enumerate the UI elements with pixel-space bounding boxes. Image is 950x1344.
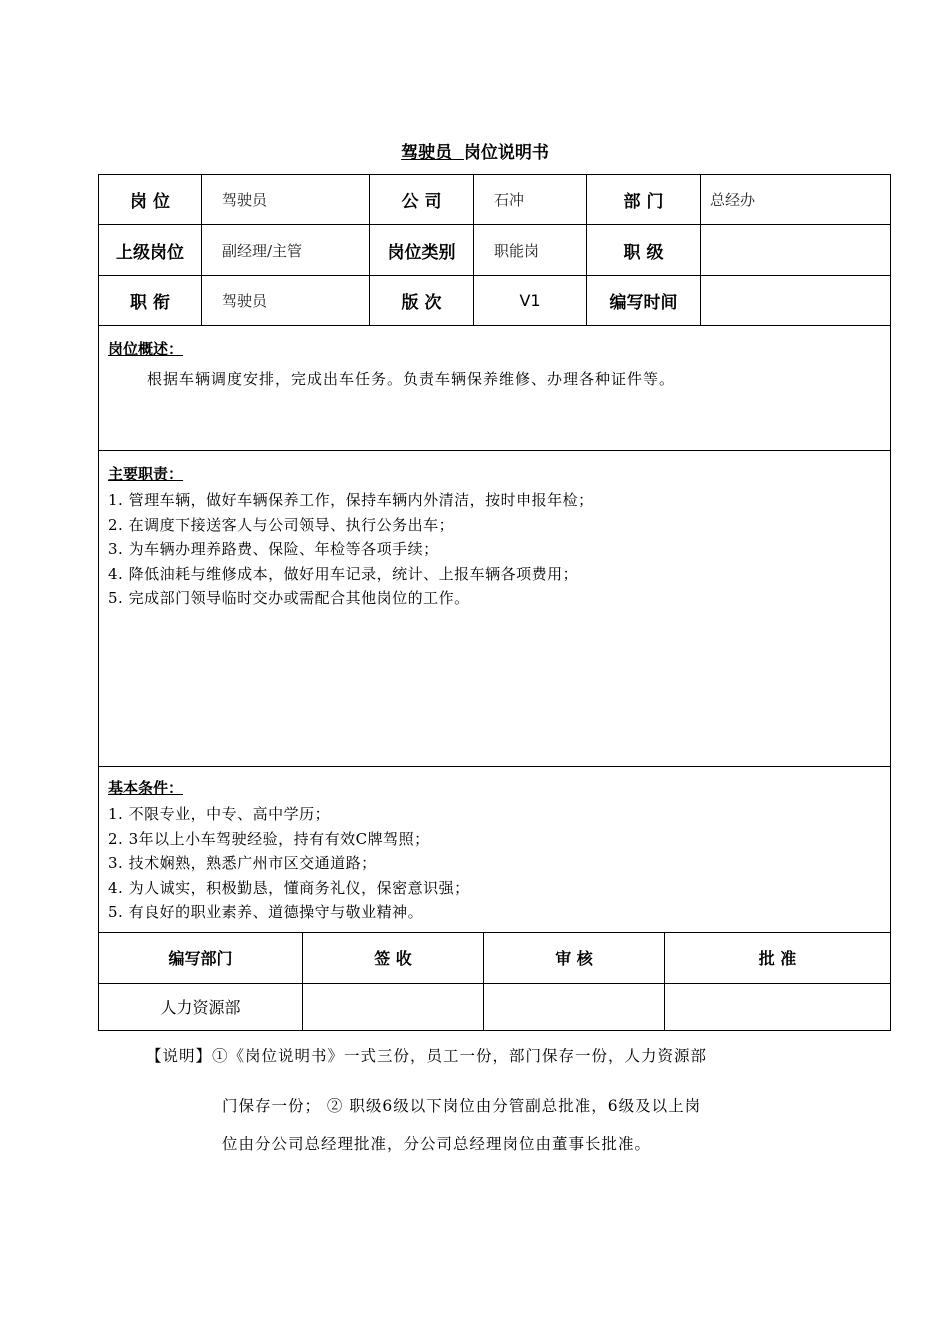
- post-category-label: 岗位类别: [370, 225, 474, 276]
- approval-value-row: [99, 983, 891, 1030]
- info-row-2: [99, 225, 891, 276]
- superior-post-label: 上级岗位: [99, 225, 202, 276]
- requirements-list: [108, 802, 881, 925]
- post-value: 驾驶员: [202, 175, 370, 225]
- job-description-sheet: [98, 174, 890, 1031]
- version-value: V1: [474, 276, 587, 326]
- company-label: 公 司: [370, 175, 474, 225]
- reviewed-header: 审 核: [484, 933, 665, 983]
- signed-header: 签 收: [303, 933, 484, 983]
- overview-row: [99, 326, 891, 451]
- title-suffix: 岗位说明书: [463, 143, 549, 163]
- approval-table: [98, 933, 891, 1031]
- duty-item: 1. 管理车辆，做好车辆保养工作，保持车辆内外清洁，按时申报年检；: [108, 491, 594, 509]
- requirements-section: [99, 767, 891, 933]
- approval-header-row: [99, 933, 891, 983]
- requirement-item: 3. 技术娴熟，熟悉广州市区交通道路；: [108, 854, 377, 872]
- overview-section: [99, 326, 891, 451]
- requirement-item: 5. 有良好的职业素养、道德操守与敬业精神。: [108, 903, 424, 921]
- prepared-by-dept-header: 编写部门: [99, 933, 303, 983]
- signed-value: [303, 983, 484, 1030]
- duty-item: 3. 为车辆办理养路费、保险、年检等各项手续；: [108, 540, 439, 558]
- note-line-3: 位由分公司总经理批准，分公司总经理岗位由董事长批准。: [222, 1135, 652, 1153]
- note-line-2: 门保存一份； ② 职级6级以下岗位由分管副总批准，6级及以上岗: [222, 1097, 702, 1115]
- duties-list: [108, 488, 881, 611]
- prepared-by-dept-value: 人力资源部: [99, 983, 303, 1030]
- info-row-1: [99, 175, 891, 225]
- requirement-item: 2. 3年以上小车驾驶经验，持有有效C牌驾照；: [108, 829, 430, 848]
- reviewed-value: [484, 983, 665, 1030]
- requirement-item: 4. 为人诚实，积极勤恳，懂商务礼仪，保密意识强；: [108, 878, 470, 897]
- duty-item: 2. 在调度下接送客人与公司领导、执行公务出车；: [108, 515, 455, 534]
- info-row-3: [99, 276, 891, 326]
- superior-post-value: 副经理/主管: [202, 225, 370, 276]
- duties-section: [99, 451, 891, 767]
- grade-label: 职 级: [587, 225, 701, 276]
- duty-item: 4. 降低油耗与维修成本，做好用车记录，统计、上报车辆各项费用；: [108, 564, 579, 583]
- overview-heading: 岗位概述：: [108, 340, 184, 358]
- department-value: 总经办: [701, 175, 891, 225]
- written-date-value: [701, 276, 891, 326]
- approved-header: 批 准: [665, 933, 891, 983]
- company-value: 石冲: [474, 175, 587, 225]
- post-label: 岗 位: [99, 175, 202, 225]
- written-date-label: 编写时间: [587, 276, 701, 326]
- rank-title-label: 职 衔: [99, 276, 202, 326]
- info-table: [98, 174, 891, 933]
- requirements-row: [99, 767, 891, 933]
- requirement-item: 1. 不限专业，中专、高中学历；: [108, 805, 331, 823]
- department-label: 部 门: [587, 175, 701, 225]
- title-position-name: 驾驶员: [401, 143, 453, 163]
- note-block: [146, 1043, 806, 1157]
- approved-value: [665, 983, 891, 1030]
- version-label: 版 次: [370, 276, 474, 326]
- requirements-heading: 基本条件：: [108, 779, 184, 797]
- duties-row: [99, 451, 891, 767]
- duty-item: 5. 完成部门领导临时交办或需配合其他岗位的工作。: [108, 589, 470, 607]
- grade-value: [701, 225, 891, 276]
- rank-title-value: 驾驶员: [202, 276, 370, 326]
- note-line-1: 【说明】①《岗位说明书》一式三份，员工一份，部门保存一份，人力资源部: [146, 1047, 708, 1065]
- post-category-value: 职能岗: [474, 225, 587, 276]
- duties-heading: 主要职责：: [108, 465, 184, 483]
- document-title: [0, 138, 950, 163]
- overview-text: 根据车辆调度安排，完成出车任务。负责车辆保养维修、办理各种证件等。: [147, 370, 676, 388]
